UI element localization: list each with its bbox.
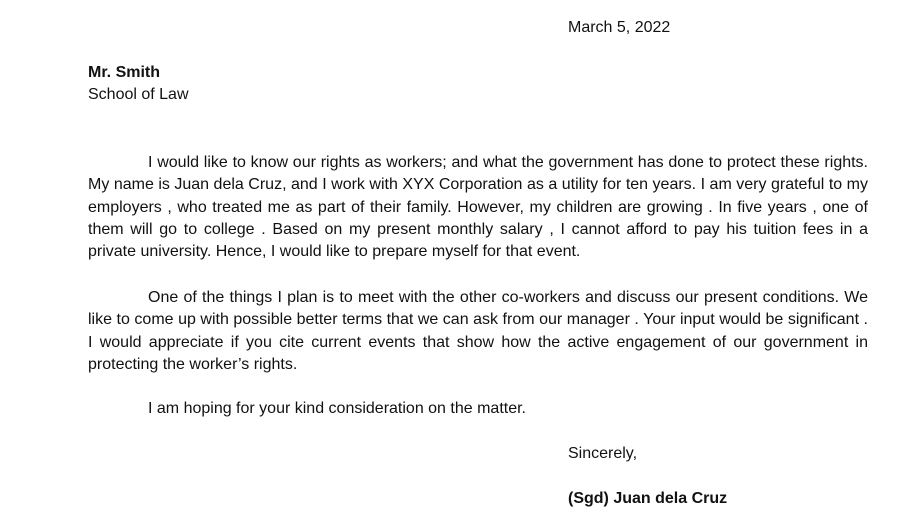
signature-line: (Sgd) Juan dela Cruz — [568, 490, 728, 507]
body-paragraph-3: I am hoping for your kind consideration on the matter. — [148, 400, 526, 417]
body-paragraph-1: I would like to know our rights as workers; and what the government has done to protect these rights. My name is Juan dela Cruz, and I work with XYX Corporation as a utility for ten years. I am very grateful to my employers , who treated me as part of their family. However, my children are growing . In five years , one of them will go to college . Based on my present monthly salary , I cannot afford to pay his tuition fees in a private university. Hence, I would like to prepare myself for that event. — [88, 154, 868, 261]
recipient-block — [88, 62, 488, 107]
recipient-name: Mr. Smith — [88, 64, 161, 81]
closing-line: Sincerely, — [568, 445, 638, 462]
recipient-department: School of Law — [88, 86, 189, 104]
body-paragraph-2: One of the things I plan is to meet with the other co-workers and discuss our present conditions. We like to come up with possible better terms that we can ask from our manager . Your input would be significant . I would appreciate if you cite current events that show how the active engagement of our government in protecting the worker’s rights. — [88, 289, 868, 373]
letter-date: March 5, 2022 — [568, 19, 671, 36]
